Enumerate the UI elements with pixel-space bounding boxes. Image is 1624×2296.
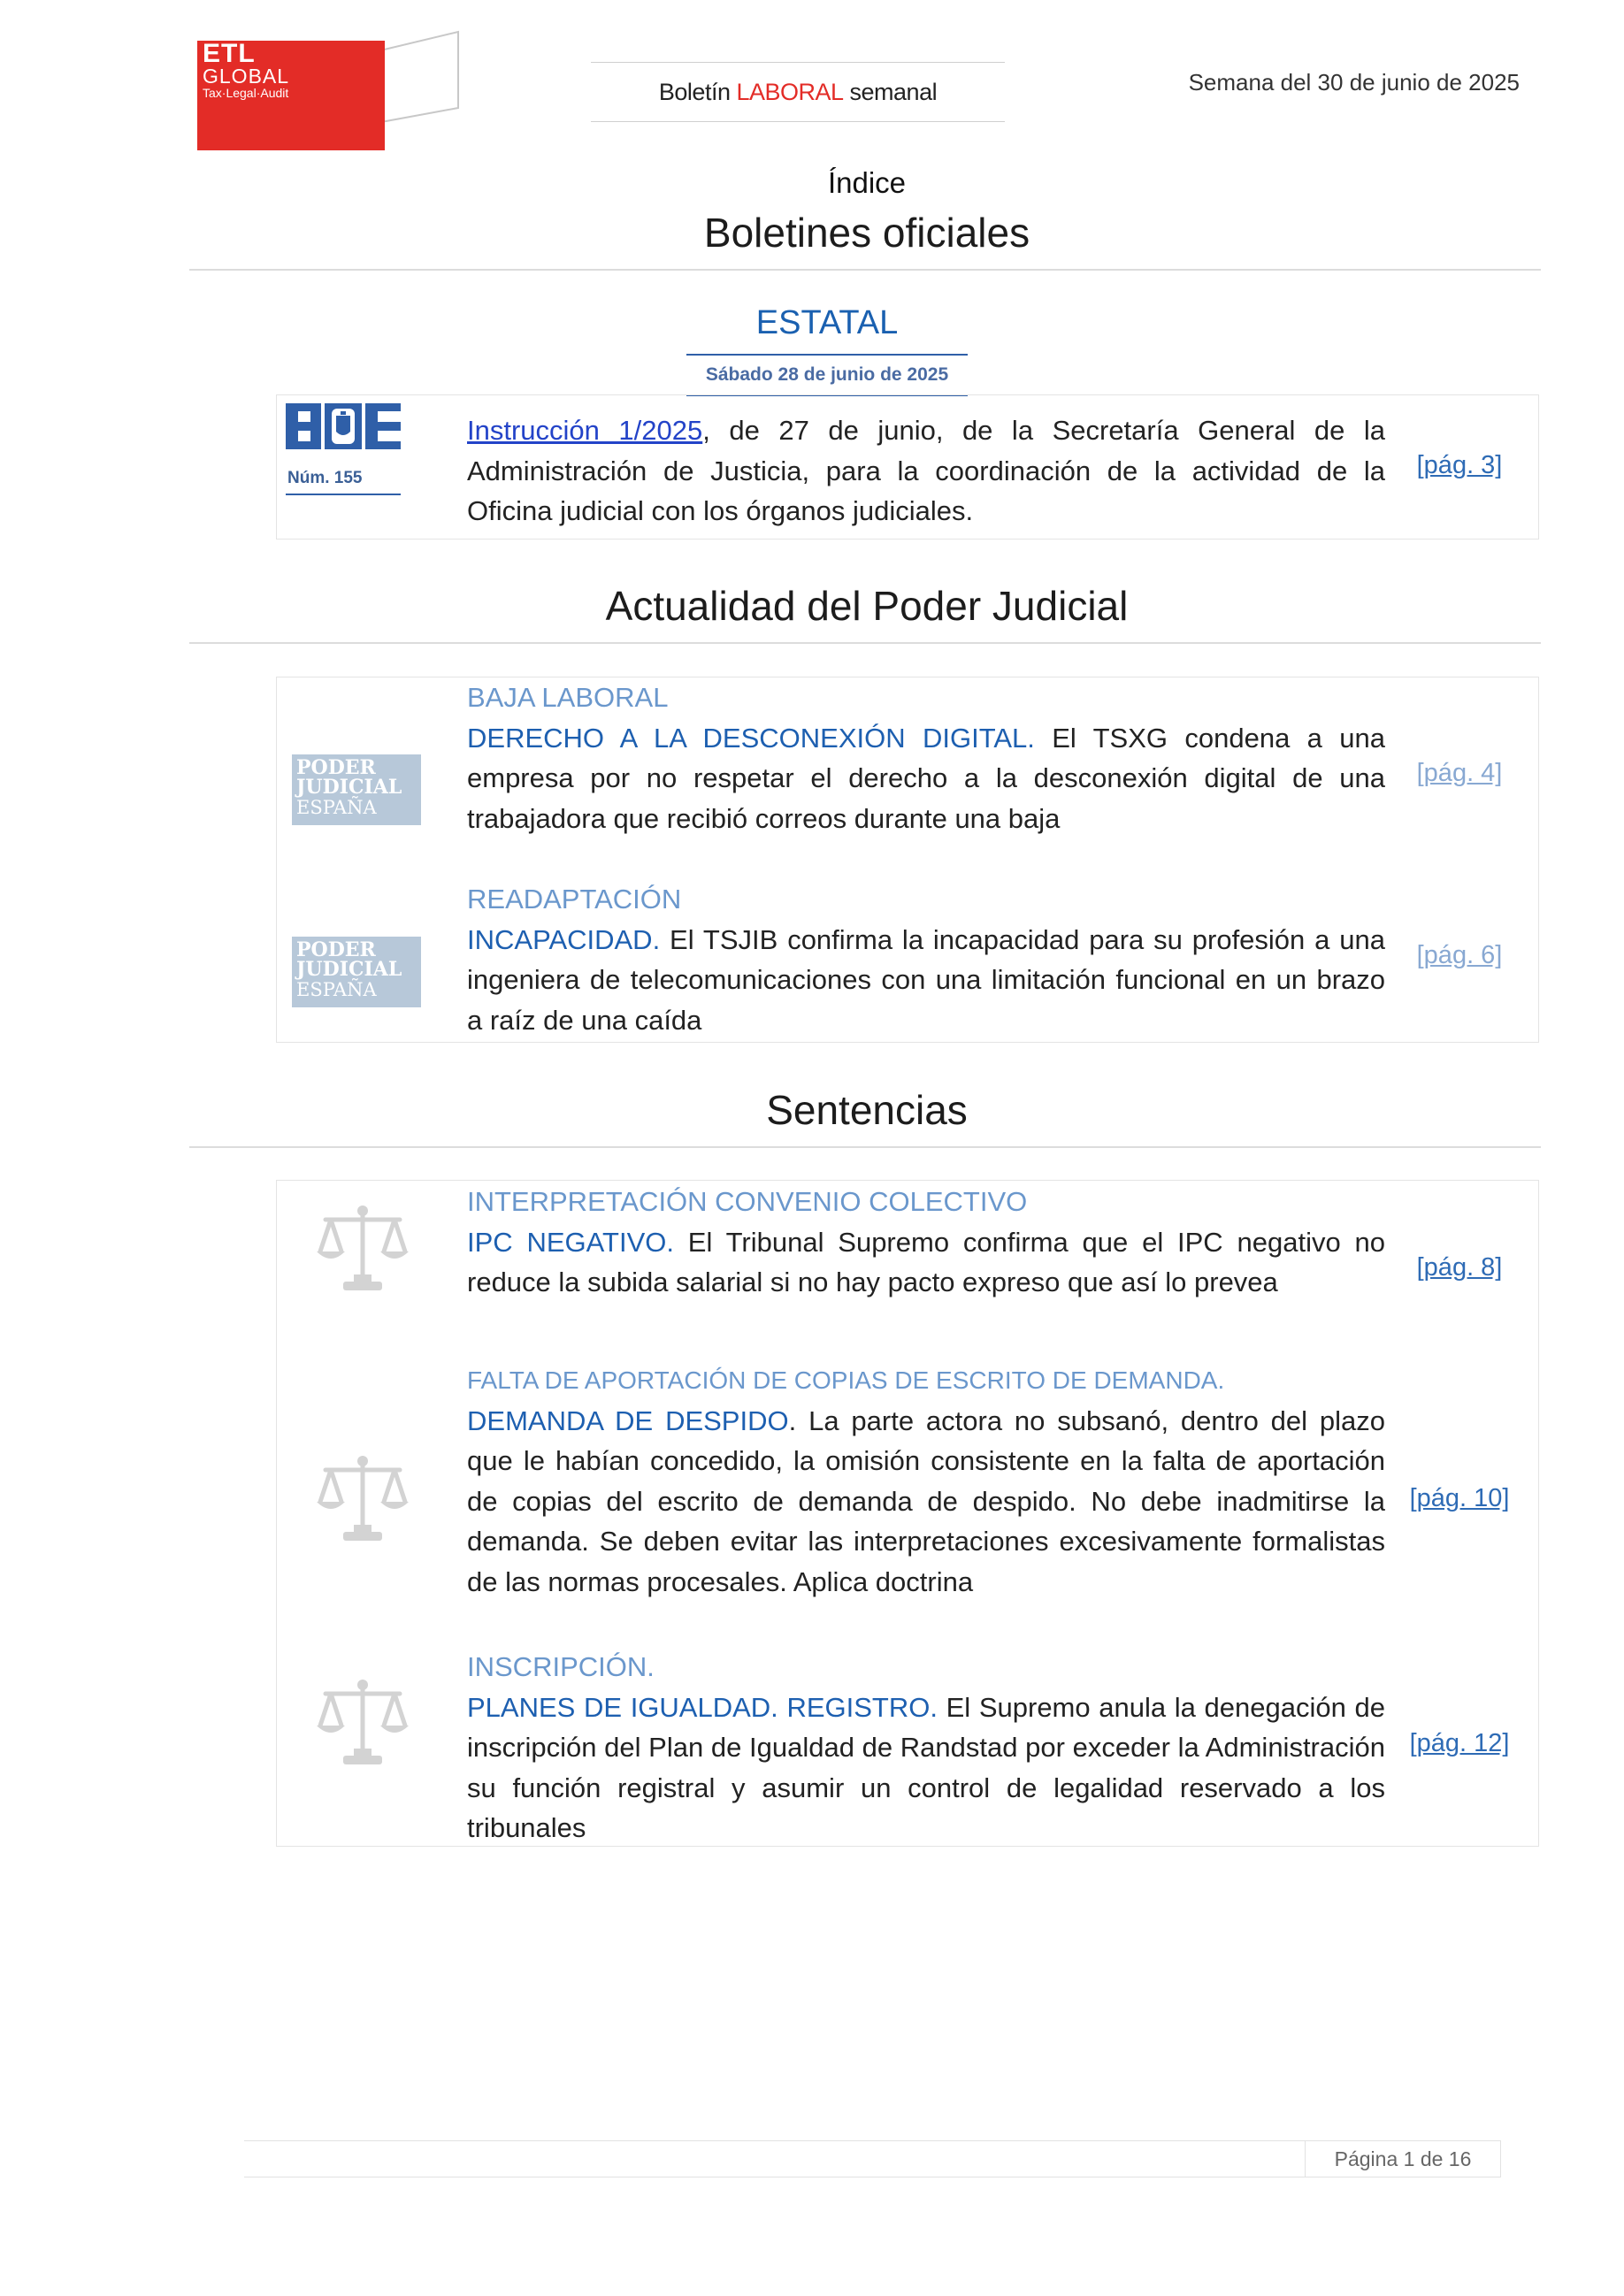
sentencia-entry bbox=[467, 1647, 1385, 1848]
entry-lead: DERECHO A LA DESCONEXIÓN DIGITAL. bbox=[467, 722, 1035, 754]
entry-text: El TSJIB confirma la incapacidad para su profesión a una ingeniera de telecomunicaciones con una limitación funcional en un brazo a raíz de una caída bbox=[467, 923, 1385, 1036]
scales-icon bbox=[313, 1450, 412, 1550]
bulletin-title bbox=[591, 62, 1005, 122]
page-link[interactable]: [pág. 8] bbox=[1416, 1253, 1503, 1282]
page-link[interactable]: [pág. 4] bbox=[1416, 759, 1503, 787]
boe-number: Núm. 155 bbox=[286, 469, 401, 495]
sentencia-entry bbox=[467, 1360, 1385, 1602]
section-divider bbox=[189, 1146, 1541, 1148]
entry-text: El TSXG condena a una empresa por no respetar el derecho a la desconexión digital de una trabajadora que recibió correos durante una baja bbox=[467, 722, 1385, 834]
entry-text: . La parte actora no subsanó, dentro del plazo que le habían concedido, la omisión consistente en la falta de aportación de copias del escrito de demanda de despido. No debe inadmitirse la demanda. Se deben evitar las interpretaciones excesivamente formalistas de las normas procesales. Aplica doctrina bbox=[467, 1404, 1385, 1597]
boe-entry-text: , de 27 de junio, de la Secretaría General de la Administración de Justicia, para la coordinación de la actividad de la Oficina judicial con los órganos judiciales. bbox=[467, 415, 1386, 526]
boe-date: Sábado 28 de junio de 2025 bbox=[686, 354, 968, 396]
etl-logo-global: GLOBAL bbox=[203, 65, 290, 88]
boe-logo-icon bbox=[286, 403, 401, 449]
section-title-boletines: Boletines oficiales bbox=[703, 210, 1030, 256]
scales-icon bbox=[313, 1674, 412, 1773]
entry-tag: INTERPRETACIÓN CONVENIO COLECTIVO bbox=[467, 1186, 1028, 1217]
boe-entry-link[interactable]: Instrucción 1/2025 bbox=[467, 415, 703, 446]
entry-text: El Supremo anula la denegación de inscripción del Plan de Igualdad de Randstad por exceder la Administración su función registral y asumir un control de legalidad reservado a los tribunales bbox=[467, 1691, 1385, 1843]
poder-judicial-logo: PODER JUDICIAL ESPAÑA bbox=[292, 754, 421, 825]
entry-tag: BAJA LABORAL bbox=[467, 682, 669, 713]
page-link[interactable]: [pág. 3] bbox=[1416, 451, 1503, 479]
entry-lead: INCAPACIDAD. bbox=[467, 923, 661, 955]
section-title-sentencias: Sentencias bbox=[766, 1087, 968, 1133]
estatal-heading: ESTATAL bbox=[755, 304, 899, 341]
entry-lead: IPC NEGATIVO. bbox=[467, 1226, 674, 1258]
week-label: Semana del 30 de junio de 2025 bbox=[1188, 69, 1520, 96]
page-link[interactable]: [pág. 12] bbox=[1409, 1729, 1510, 1757]
section-divider bbox=[189, 269, 1541, 271]
bulletin-prefix: Boletín bbox=[658, 78, 737, 105]
section-divider bbox=[189, 642, 1541, 644]
etl-logo-tagline: Tax·Legal·Audit bbox=[203, 86, 289, 100]
bulletin-accent: LABORAL bbox=[736, 78, 844, 105]
entry-lead: DEMANDA DE DESPIDO bbox=[467, 1404, 789, 1436]
scales-icon bbox=[313, 1200, 412, 1299]
bulletin-suffix: semanal bbox=[843, 78, 938, 105]
entry-tag: READAPTACIÓN bbox=[467, 884, 682, 915]
entry-tag: INSCRIPCIÓN. bbox=[467, 1651, 655, 1682]
poder-judicial-entry bbox=[467, 879, 1385, 1040]
entry-text: El Tribunal Supremo confirma que el IPC negativo no reduce la subida salarial si no hay pacto expreso que así lo prevea bbox=[467, 1226, 1386, 1297]
etl-logo-text: ETL bbox=[203, 39, 256, 68]
entry-lead: PLANES DE IGUALDAD. REGISTRO. bbox=[467, 1691, 938, 1723]
sentencia-entry bbox=[467, 1182, 1385, 1303]
section-title-poder-judicial: Actualidad del Poder Judicial bbox=[605, 583, 1129, 629]
page-link[interactable]: [pág. 10] bbox=[1409, 1484, 1510, 1512]
boe-entry bbox=[467, 410, 1385, 532]
page-number: Página 1 de 16 bbox=[1305, 2140, 1501, 2177]
poder-judicial-logo: PODER JUDICIAL ESPAÑA bbox=[292, 937, 421, 1007]
poder-judicial-entry bbox=[467, 677, 1385, 838]
page-link[interactable]: [pág. 6] bbox=[1416, 941, 1503, 969]
entry-tag: FALTA DE APORTACIÓN DE COPIAS DE ESCRITO DE DEMANDA. bbox=[467, 1366, 1225, 1394]
index-title: Índice bbox=[827, 166, 907, 199]
